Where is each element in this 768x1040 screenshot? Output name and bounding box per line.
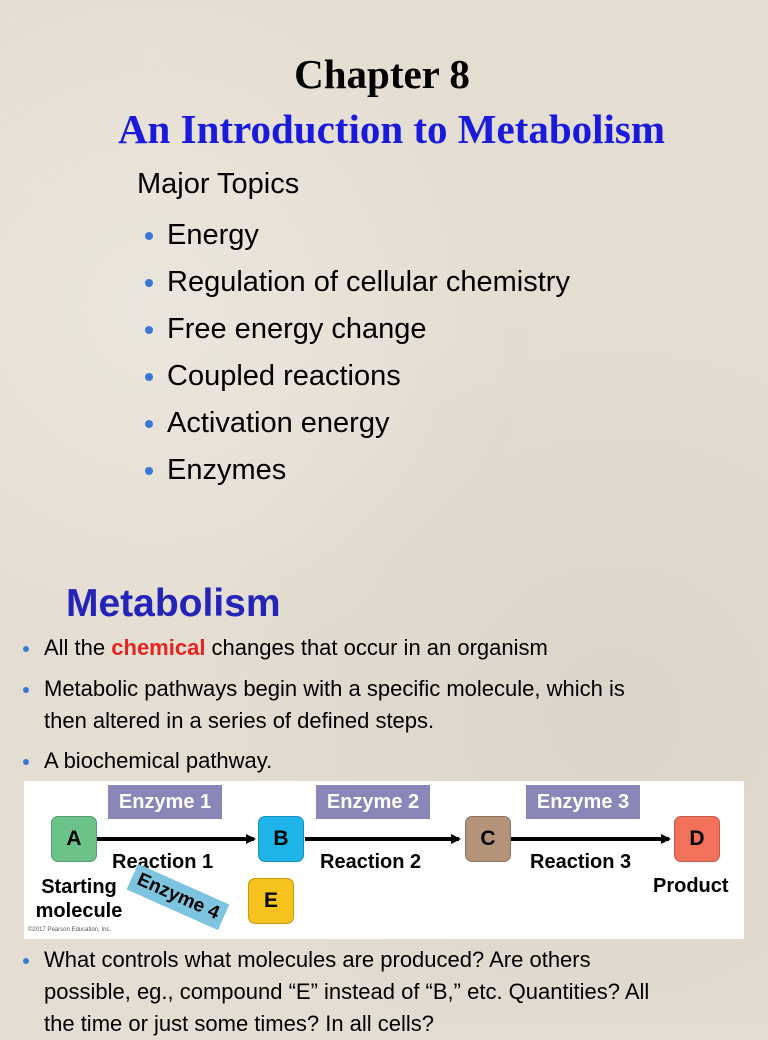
chapter-heading: Chapter 8 — [294, 51, 470, 97]
enzyme-3-label: Enzyme 3 — [526, 785, 640, 819]
biochemical-pathway-diagram — [24, 781, 744, 939]
node-e: E — [248, 878, 294, 924]
reaction-3-label: Reaction 3 — [530, 851, 632, 873]
bullet-icon — [145, 326, 153, 334]
node-c: C — [465, 816, 511, 862]
node-b: B — [258, 816, 304, 862]
topics-heading: Major Topics — [137, 168, 300, 200]
enzyme-4-label: Enzyme 4 — [127, 864, 230, 930]
highlight-chemical: chemical — [111, 635, 206, 660]
topic-item: Energy — [145, 212, 570, 259]
copyright-text: ©2017 Pearson Education, Inc. — [28, 927, 112, 933]
topic-item: Coupled reactions — [145, 353, 570, 400]
metabolism-bullet-1: All the chemical changes that occur in an organism — [44, 632, 548, 664]
starting-molecule-label: Starting molecule — [35, 876, 123, 922]
bullet-icon — [145, 420, 153, 428]
reaction-2-label: Reaction 2 — [320, 851, 422, 873]
topic-item: Enzymes — [145, 447, 570, 494]
metabolism-title: Metabolism — [66, 582, 281, 625]
bullet-icon — [23, 958, 29, 964]
bullet-icon — [23, 687, 29, 693]
slide-title: An Introduction to Metabolism — [117, 106, 666, 152]
bullet-icon — [145, 279, 153, 287]
bullet-icon — [145, 373, 153, 381]
enzyme-2-label: Enzyme 2 — [316, 785, 430, 819]
metabolism-bullet-2: Metabolic pathways begin with a specific molecule, which is then altered in a series of defined steps. — [44, 673, 625, 737]
bullet-icon — [23, 646, 29, 652]
topic-item: Regulation of cellular chemistry — [145, 259, 570, 306]
reaction-1-label: Reaction 1 — [112, 851, 214, 873]
metabolism-bullet-3: A biochemical pathway. — [44, 745, 272, 777]
question-bullet: What controls what molecules are produced? Are others possible, eg., compound “E” instead of “B,” etc. Quantities? All the time or just some times? In all cells? — [44, 944, 744, 1040]
node-d: D — [674, 816, 720, 862]
node-a: A — [51, 816, 97, 862]
bullet-icon — [145, 232, 153, 240]
bullet-icon — [145, 467, 153, 475]
enzyme-1-label: Enzyme 1 — [108, 785, 222, 819]
topic-item: Free energy change — [145, 306, 570, 353]
topic-item: Activation energy — [145, 400, 570, 447]
bullet-icon — [23, 759, 29, 765]
topics-list — [145, 212, 570, 494]
product-label: Product — [653, 875, 729, 897]
